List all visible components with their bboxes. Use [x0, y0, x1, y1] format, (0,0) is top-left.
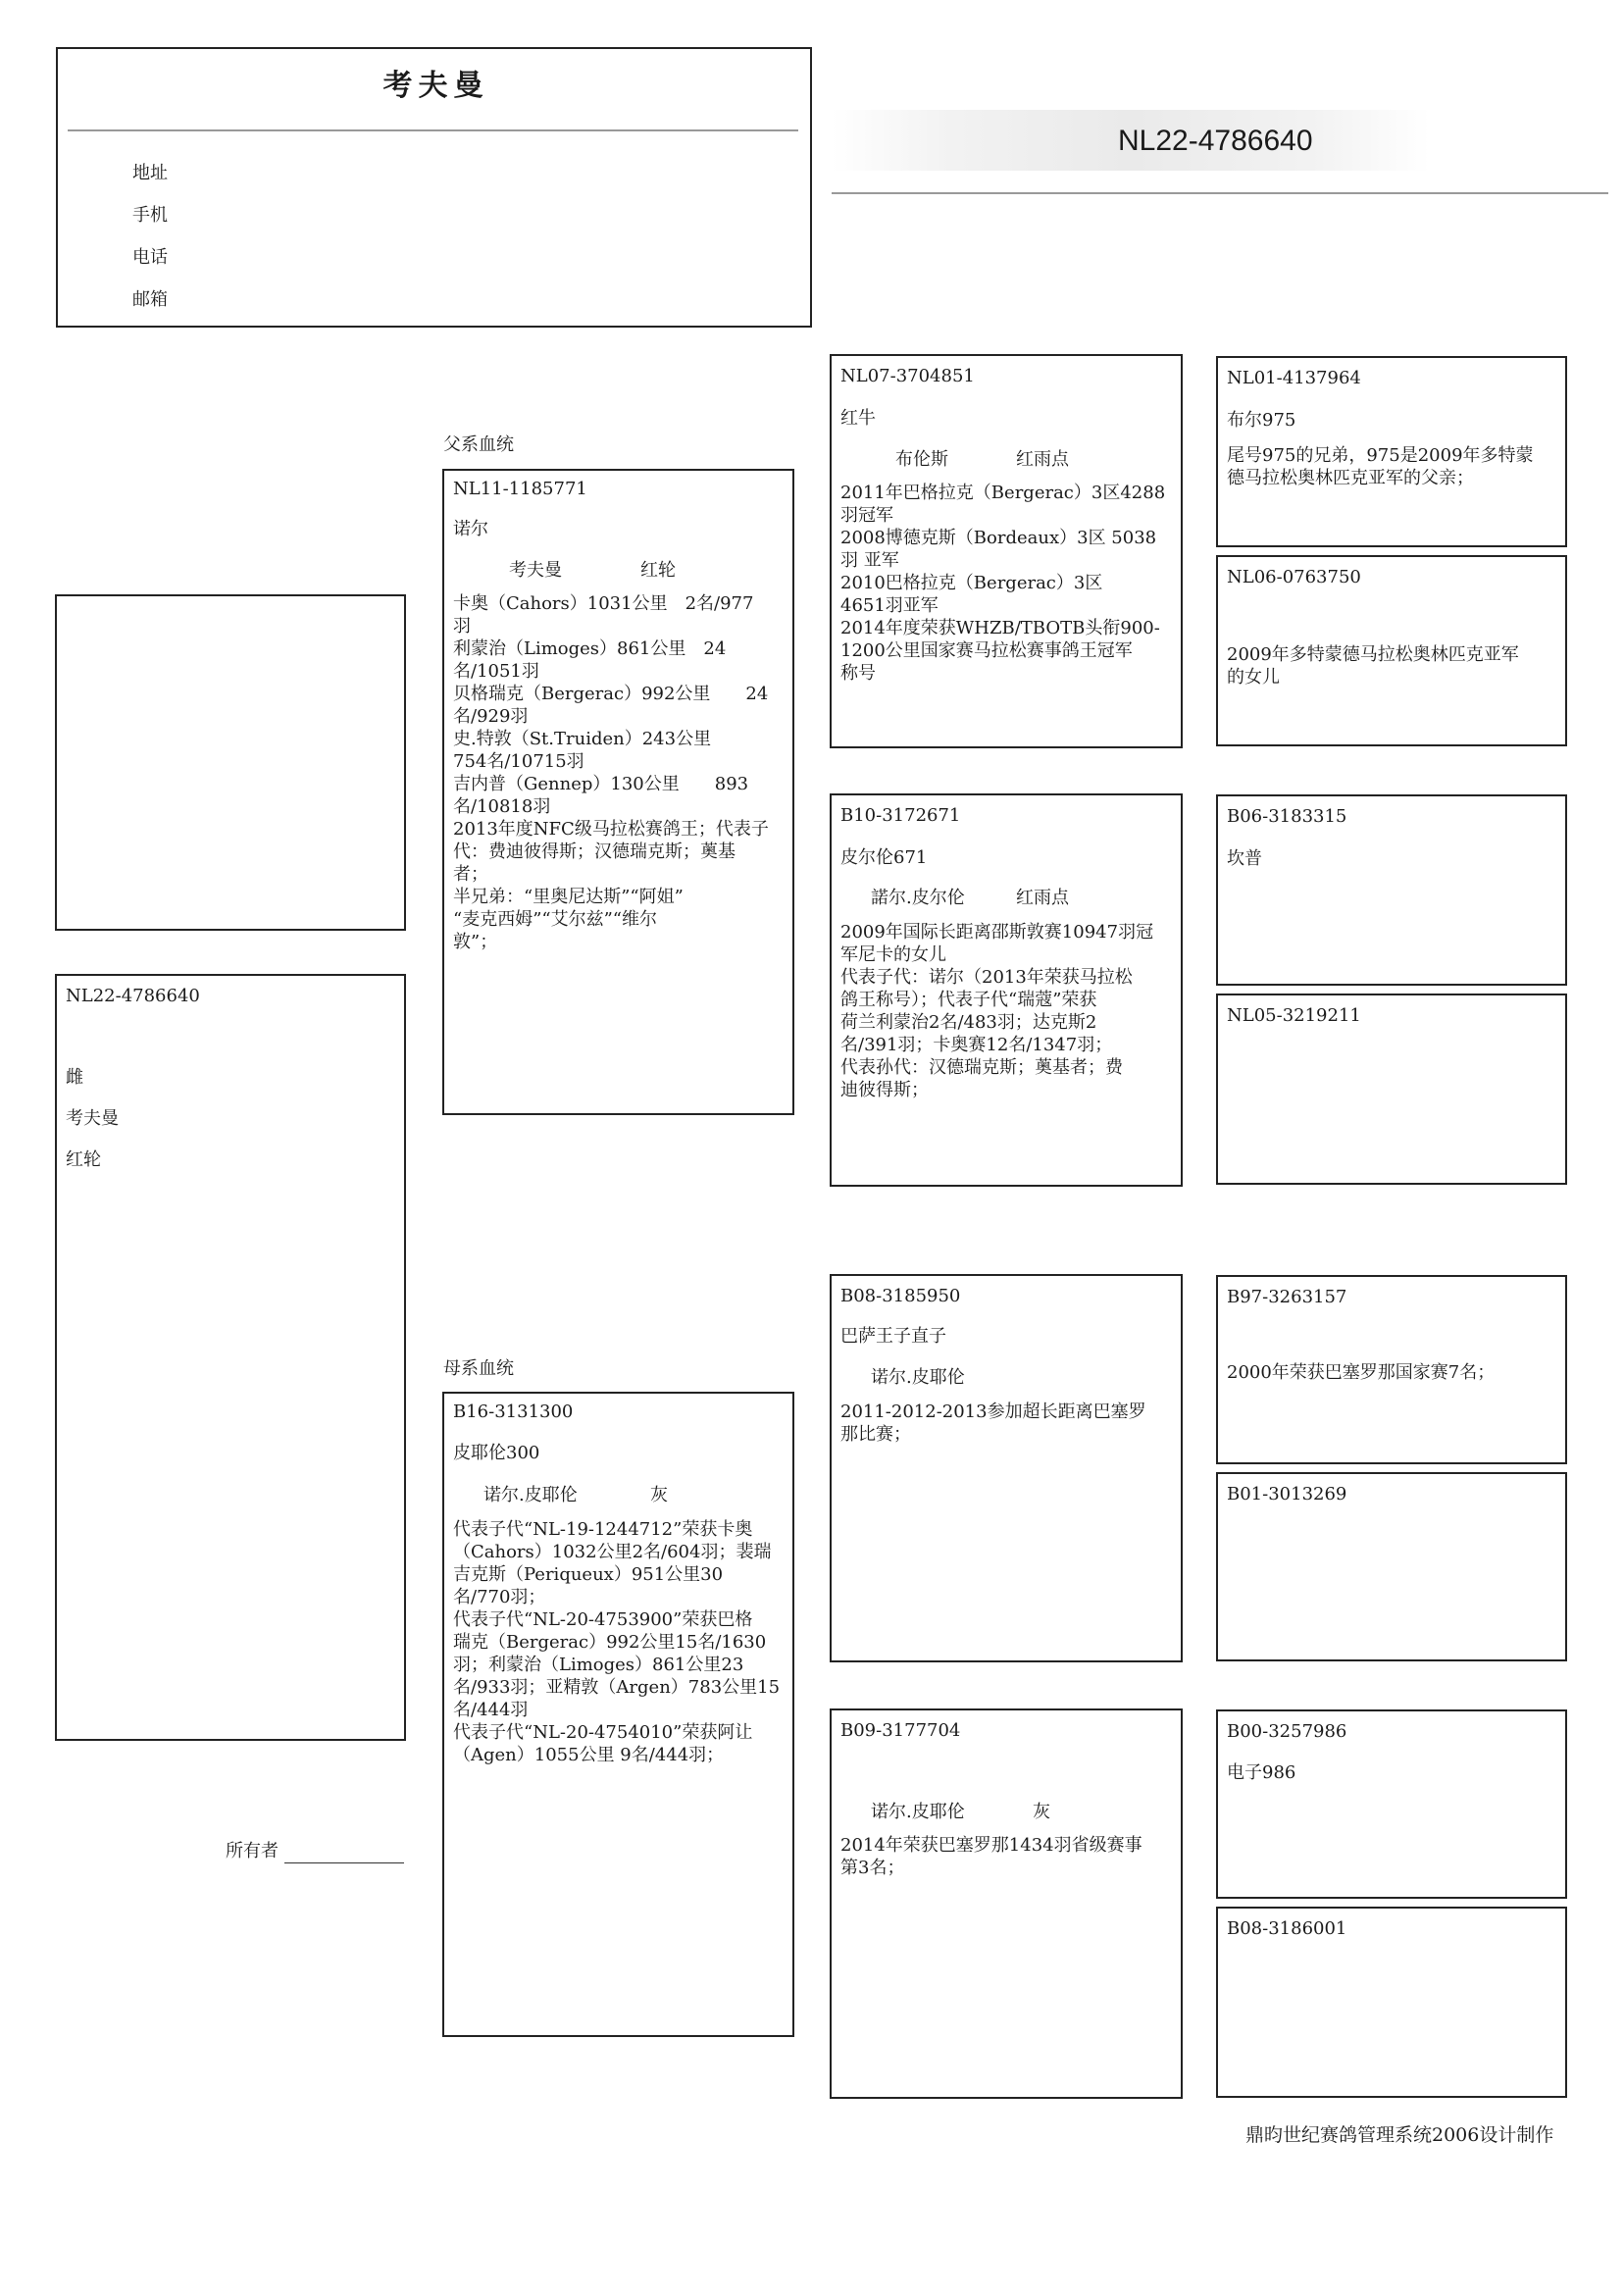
dam-sire-name: 巴萨王子直子: [840, 1326, 946, 1347]
sire-dam-name: 皮尔伦671: [840, 847, 928, 868]
ds-dam-box: [1216, 1472, 1567, 1661]
sd-sire-name: 坎普: [1227, 848, 1262, 869]
sire-sire-ring: NL07-3704851: [840, 366, 975, 386]
sire-breeder: 考夫曼: [509, 560, 562, 581]
dam-color: 灰: [650, 1485, 668, 1505]
sire-sire-breeder: 布伦斯: [895, 449, 948, 470]
dam-box: [442, 1392, 794, 2037]
header-ring-number: NL22-4786640: [1118, 125, 1313, 157]
footer-credit: 鼎昀世纪赛鸽管理系统2006设计制作: [1245, 2124, 1554, 2146]
subject-box: [55, 974, 406, 1741]
sire-dam-box: [830, 793, 1183, 1187]
dam-sire-ring: B08-3185950: [840, 1286, 961, 1306]
sire-section-label: 父系血统: [443, 434, 514, 455]
sd-sire-ring: B06-3183315: [1227, 806, 1347, 827]
ss-dam-ring: NL06-0763750: [1227, 567, 1361, 587]
ss-dam-box: [1216, 555, 1567, 746]
dam-dam-box: [830, 1708, 1183, 2099]
dam-section-label: 母系血统: [443, 1358, 514, 1379]
sire-dam-breeder: 諾尔.皮尔伦: [871, 888, 965, 908]
sire-dam-ring: B10-3172671: [840, 805, 961, 826]
header-divider: [832, 192, 1608, 194]
dd-sire-name: 电子986: [1227, 1762, 1296, 1783]
ss-dam-notes: 2009年多特蒙德马拉松奥林匹克亚军 的女儿: [1227, 644, 1519, 688]
dam-ring: B16-3131300: [453, 1402, 574, 1422]
sire-sire-name: 红牛: [840, 408, 876, 429]
dam-dam-breeder: 诺尔.皮耶伦: [871, 1802, 965, 1822]
subject-owner: 考夫曼: [66, 1108, 119, 1129]
dam-dam-color: 灰: [1033, 1802, 1050, 1822]
phone-label: 电话: [132, 247, 168, 268]
sire-color: 红轮: [640, 560, 676, 581]
sd-sire-box: [1216, 794, 1567, 986]
owner-signature-line: [284, 1862, 404, 1863]
dam-breeder: 诺尔.皮耶伦: [483, 1485, 578, 1505]
dam-sire-box: [830, 1274, 1183, 1662]
subject-ring: NL22-4786640: [66, 986, 200, 1006]
dd-dam-box: [1216, 1907, 1567, 2098]
sd-dam-box: [1216, 994, 1567, 1185]
ds-dam-ring: B01-3013269: [1227, 1484, 1347, 1504]
sire-box: [442, 469, 794, 1115]
ds-sire-box: [1216, 1275, 1567, 1464]
sire-notes: 卡奥（Cahors）1031公里 2名/977 羽 利蒙治（Limoges）861公里 24 名/1051羽 贝格瑞克（Bergerac）992公里 24 名/929羽 史.特敦（St.Truiden）243公里 754名/10715羽 吉内普（Gennep）130公里 893 名/10818羽 2013年度NFC级马拉松赛鸽王；代表子 代：费迪彼得斯；汉德瑞克斯；薁基 者； 半兄弟：“里奥尼达斯”“阿姐” “麦克西姆”“艾尔兹”“维尔 敦”；: [453, 593, 769, 952]
sire-dam-notes: 2009年国际长距离邵斯敦赛10947羽冠 军尼卡的女儿 代表子代：诺尔（2013年荣获马拉松 鸽王称号）；代表子代“瑞蔻”荣获 荷兰利蒙治2名/483羽；达克斯2 名/391羽；卡奥赛12名/1347羽； 代表孙代：汉德瑞克斯；薁基者；费 迪彼得斯；: [840, 922, 1154, 1100]
dam-name: 皮耶伦300: [453, 1443, 540, 1463]
dd-sire-box: [1216, 1709, 1567, 1899]
sire-name: 诺尔: [453, 519, 488, 539]
dam-notes: 代表子代“NL-19-1244712”荣获卡奥 （Cahors）1032公里2名/604羽；裴瑞 吉克斯（Periqueux）951公里30 名/770羽； 代表子代“NL-20-4753900”荣获巴格 瑞克（Bergerac）992公里15名/1630 羽；利蒙治（Limoges）861公里23 名/933羽；亚精敦（Argen）783公里15 名/444羽 代表子代“NL-20-4754010”荣获阿让 （Agen）1055公里 9名/444羽；: [453, 1519, 781, 1765]
sire-sire-notes: 2011年巴格拉克（Bergerac）3区4288 羽冠军 2008博德克斯（Bordeaux）3区 5038 羽 亚军 2010巴格拉克（Bergerac）3区 4651羽亚军 2014年度荣获WHZB/TBOTB头衔900- 1200公里国家赛马拉松赛事鸽王冠军 称号: [840, 483, 1166, 684]
dam-dam-ring: B09-3177704: [840, 1720, 961, 1741]
sire-dam-color: 红雨点: [1016, 888, 1069, 908]
owner-signature-label: 所有者: [226, 1841, 279, 1861]
owner-name: 考夫曼: [382, 69, 489, 103]
sd-dam-ring: NL05-3219211: [1227, 1005, 1361, 1026]
subject-sex: 雌: [66, 1067, 83, 1088]
dam-dam-notes: 2014年荣获巴塞罗那1434羽省级赛事 第3名；: [840, 1835, 1142, 1878]
sire-ring: NL11-1185771: [453, 479, 587, 499]
subject-color: 红轮: [66, 1149, 101, 1170]
ss-sire-notes: 尾号975的兄弟，975是2009年多特蒙 德马拉松奥林匹克亚军的父亲；: [1227, 445, 1534, 488]
dd-sire-ring: B00-3257986: [1227, 1721, 1347, 1742]
ss-sire-box: [1216, 356, 1567, 547]
email-label: 邮箱: [132, 289, 168, 310]
ds-sire-notes: 2000年荣获巴塞罗那国家赛7名；: [1227, 1362, 1496, 1383]
address-label: 地址: [132, 163, 168, 183]
dam-sire-breeder: 诺尔.皮耶伦: [871, 1367, 965, 1388]
owner-card: [56, 47, 812, 328]
dam-sire-notes: 2011-2012-2013参加超长距离巴塞罗 那比赛；: [840, 1402, 1146, 1445]
mobile-label: 手机: [132, 205, 168, 226]
owner-divider: [68, 129, 798, 131]
ds-sire-ring: B97-3263157: [1227, 1287, 1347, 1307]
dd-dam-ring: B08-3186001: [1227, 1918, 1347, 1939]
ss-sire-ring: NL01-4137964: [1227, 368, 1361, 388]
sire-sire-color: 红雨点: [1016, 449, 1069, 470]
sire-sire-box: [830, 354, 1183, 748]
photo-frame: [55, 594, 406, 931]
ss-sire-name: 布尔975: [1227, 410, 1296, 431]
